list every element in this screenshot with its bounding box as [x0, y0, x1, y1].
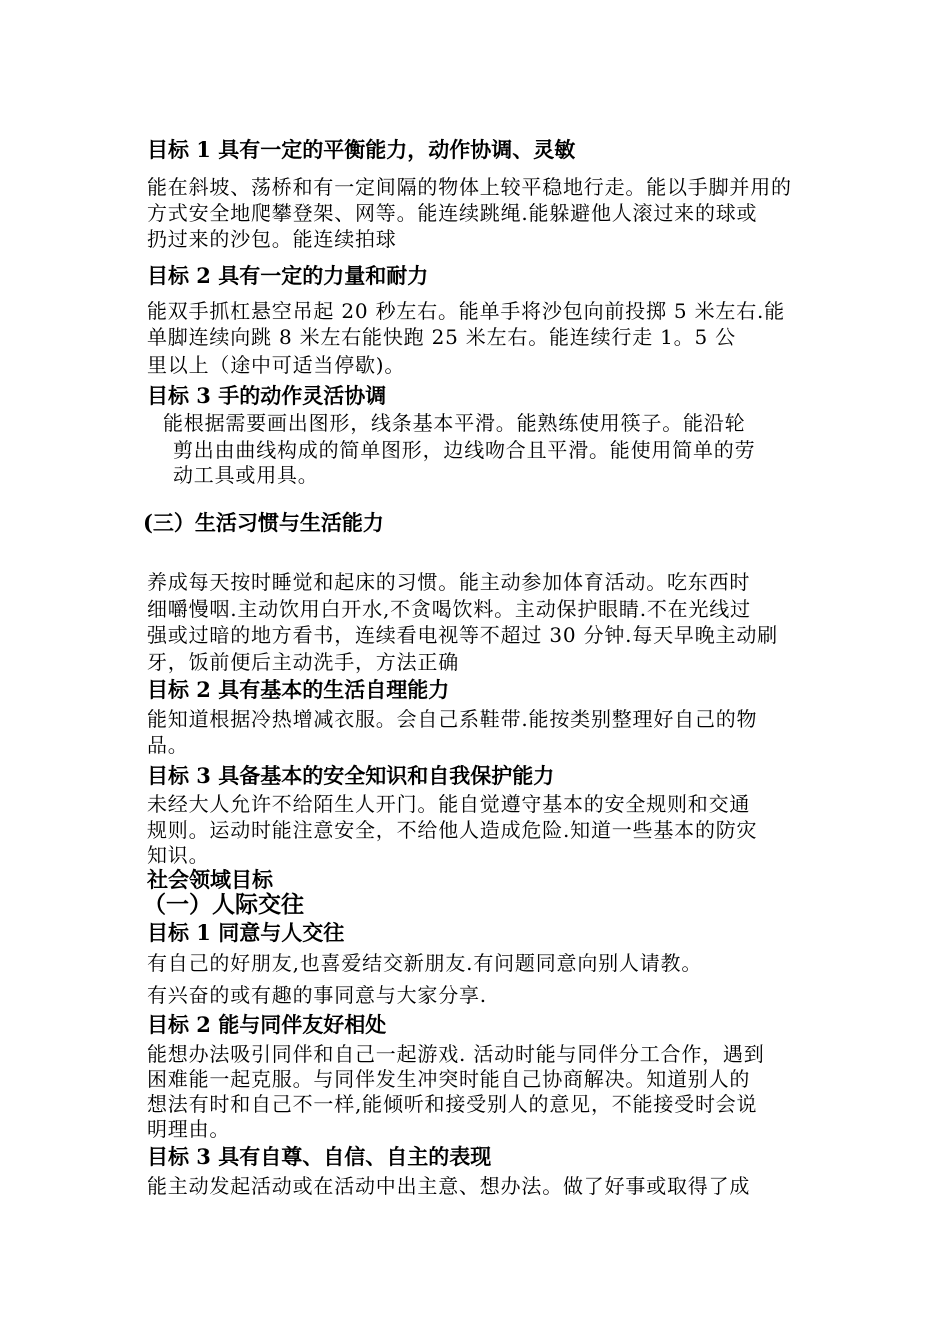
- safety-body-line: 未经大人允许不给陌生人开门。能自觉遵守基本的安全规则和交通: [147, 792, 751, 816]
- safety-heading: 目标 3 具备基本的安全知识和自我保护能力: [147, 763, 555, 788]
- goal2-body-line: 里以上（途中可适当停歇)。: [147, 353, 406, 377]
- goal1-body-line: 能在斜坡、荡桥和有一定间隔的物体上较平稳地行走。能以手脚并用的: [147, 175, 792, 199]
- social-goal1-body-line: 有自己的好朋友,也喜爱结交新朋友.有问题同意向别人请教。: [147, 951, 703, 975]
- goal1-heading: 目标 1 具有一定的平衡能力，动作协调、灵敏: [147, 137, 576, 162]
- goal2-body-line: 单脚连续向跳 8 米左右能快跑 25 米左右。能连续行走 1。5 公: [147, 325, 736, 349]
- goal3-body-line: 动工具或用具。: [173, 463, 319, 487]
- habits-body-line: 强或过暗的地方看书，连续看电视等不超过 30 分钟.每天早晚主动刷: [147, 623, 778, 647]
- goal2-heading: 目标 2 具有一定的力量和耐力: [147, 263, 429, 288]
- social-goal1-body-line: 有兴奋的或有趣的事同意与大家分享.: [147, 983, 487, 1007]
- habits-body-line: 牙，饭前便后主动洗手，方法正确: [147, 650, 459, 674]
- selfcare-heading: 目标 2 具有基本的生活自理能力: [147, 677, 450, 702]
- social-goal3-heading: 目标 3 具有自尊、自信、自主的表现: [147, 1144, 492, 1169]
- safety-body-line: 知识。: [147, 843, 210, 867]
- goal3-body-line: 剪出由曲线构成的简单图形，边线吻合且平滑。能使用简单的劳: [173, 438, 756, 462]
- section3-heading: (三）生活习惯与生活能力: [143, 510, 384, 535]
- goal1-body-line: 扔过来的沙包。能连续拍球: [147, 227, 397, 251]
- social-goal2-heading: 目标 2 能与同伴友好相处: [147, 1012, 387, 1037]
- goal2-body-line: 能双手抓杠悬空吊起 20 秒左右。能单手将沙包向前投掷 5 米左右.能: [147, 299, 785, 323]
- social-domain-heading: 社会领域目标: [147, 867, 273, 892]
- selfcare-body-line: 能知道根据冷热增减衣服。会自己系鞋带.能按类别整理好自己的物: [147, 707, 758, 731]
- social-goal1-heading: 目标 1 同意与人交往: [147, 920, 345, 945]
- interpersonal-heading: （一）人际交往: [143, 891, 304, 918]
- goal3-heading: 目标 3 手的动作灵活协调: [147, 383, 387, 408]
- habits-body-line: 细嚼慢咽.主动饮用白开水,不贪喝饮料。主动保护眼睛.不在光线过: [147, 597, 751, 621]
- habits-body-line: 养成每天按时睡觉和起床的习惯。能主动参加体育活动。吃东西时: [147, 570, 751, 594]
- social-goal2-body-line: 能想办法吸引同伴和自己一起游戏. 活动时能与同伴分工合作，遇到: [147, 1042, 765, 1066]
- safety-body-line: 规则。运动时能注意安全，不给他人造成危险.知道一些基本的防灾: [147, 818, 758, 842]
- social-goal2-body-line: 想法有时和自己不一样,能倾听和接受别人的意见，不能接受时会说: [147, 1092, 758, 1116]
- social-goal2-body-line: 明理由。: [147, 1117, 231, 1141]
- social-goal2-body-line: 困难能一起克服。与同伴发生冲突时能自己协商解决。知道别人的: [147, 1067, 751, 1091]
- selfcare-body-line: 品。: [147, 733, 189, 757]
- goal1-body-line: 方式安全地爬攀登架、网等。能连续跳绳.能躲避他人滚过来的球或: [147, 201, 758, 225]
- goal3-body-line: 能根据需要画出图形，线条基本平滑。能熟练使用筷子。能沿轮: [163, 411, 746, 435]
- social-goal3-body-line: 能主动发起活动或在活动中出主意、想办法。做了好事或取得了成: [147, 1174, 751, 1198]
